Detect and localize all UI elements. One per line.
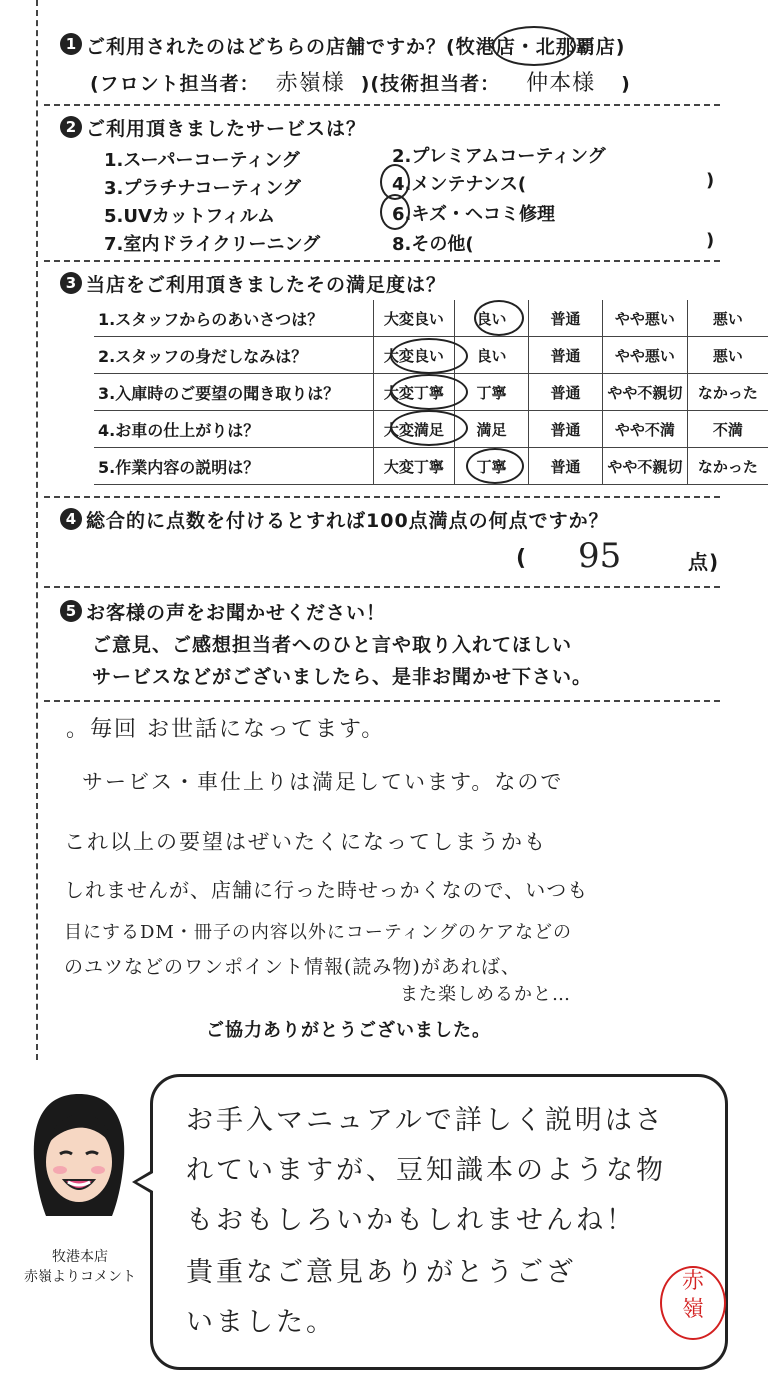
service-option-6: 6.キズ・ヘコミ修理 (392, 204, 556, 225)
section-divider (44, 104, 720, 106)
option-cell: 普通 (528, 337, 602, 374)
section-divider (44, 260, 720, 262)
row-label: 5.作業内容の説明は？ (94, 448, 373, 485)
service-option-4: 4.メンテナンス( (392, 174, 527, 195)
tech-staff-name: 仲本様 (526, 71, 596, 96)
option-cell: 悪い (687, 300, 768, 337)
speech-bubble-tail-fill (137, 1173, 153, 1191)
question-5-title: お客様の声をお聞かせください！ (86, 602, 387, 624)
question-4-text: 総合的に点数を付けるとすれば100点満点の何点ですか？ (86, 510, 609, 532)
question-3-text: 当店をご利用頂きましたその満足度は？ (86, 274, 447, 296)
option-cell: 良い (454, 337, 528, 374)
reply-line-1: お手入マニュアルで詳しく説明はさ (186, 1105, 665, 1136)
option-cell: 普通 (528, 411, 602, 448)
section-divider (44, 700, 720, 702)
option-cell: やや不親切 (603, 448, 688, 485)
service-option-8-close: ) (706, 230, 715, 251)
comment-line-4: しれませんが、店舗に行った時せっかくなので、いつも (64, 878, 589, 902)
staff-avatar (24, 1088, 134, 1228)
question-5-line-2: ご意見、ご感想担当者へのひと言や取り入れてほしい (92, 634, 573, 656)
tech-staff-label: )(技術担当者： (360, 73, 501, 95)
staff-names-line (90, 66, 631, 97)
reply-line-5: いました。 (186, 1307, 336, 1338)
question-2-text: ご利用頂きましたサービスは？ (86, 118, 367, 140)
store-option-kitanaha: 北那覇店 (535, 36, 616, 58)
reply-line-2: れていますが、豆知識本のような物 (186, 1155, 666, 1186)
comment-line-6: のユツなどのワンポイント情報(読み物)があれば、 (64, 956, 521, 978)
comment-line-1: 。毎回 お世話になってます。 (66, 717, 386, 742)
selected-service-6-circle (380, 194, 410, 230)
option-cell: 大変良い (373, 337, 454, 374)
thanks-text: ご協力ありがとうございました。 (206, 1020, 491, 1041)
row-label: 4.お車の仕上がりは？ (94, 411, 373, 448)
option-cell: 大変丁寧 (373, 374, 454, 411)
question-1-number: 1 (60, 33, 82, 55)
option-cell: 大変満足 (373, 411, 454, 448)
option-cell: 普通 (528, 448, 602, 485)
option-cell: やや不親切 (603, 374, 688, 411)
option-cell: 丁寧 (454, 448, 528, 485)
row-label: 2.スタッフの身だしなみは？ (94, 337, 373, 374)
option-cell: なかった (687, 374, 768, 411)
service-option-3: 3.プラチナコーティング (104, 178, 301, 199)
option-cell: やや悪い (603, 300, 688, 337)
reply-line-3: もおもしろいかもしれませんね！ (186, 1205, 636, 1236)
option-cell: 悪い (687, 337, 768, 374)
score-open-paren: ( (516, 546, 528, 571)
table-row (94, 448, 768, 485)
section-divider (44, 496, 720, 498)
option-cell: 良い (454, 300, 528, 337)
row-label: 3.入庫時のご要望の聞き取りは？ (94, 374, 373, 411)
question-1-label: ご利用されたのはどちらの店舗ですか？( (86, 36, 456, 58)
option-cell: 普通 (528, 300, 602, 337)
service-option-4-close: ) (706, 170, 715, 191)
store-separator: ・ (515, 36, 536, 58)
comment-line-7: また楽しめるかと… (400, 984, 571, 1005)
service-option-2: 2.プレミアムコーティング (392, 146, 606, 167)
table-row (94, 300, 768, 337)
option-cell: 普通 (528, 374, 602, 411)
option-cell: 大変良い (373, 300, 454, 337)
selected-appearance-circle (390, 338, 468, 374)
tech-staff-close: ) (621, 73, 631, 95)
question-5-line-3: サービスなどがございましたら、是非お聞かせ下さい。 (92, 666, 593, 688)
selected-explanation-circle (466, 448, 524, 484)
comment-line-3: これ以上の要望はぜいたくになってしまうかも (64, 830, 547, 854)
question-4-number: 4 (60, 508, 82, 530)
option-cell: なかった (687, 448, 768, 485)
name-seal-stamp: 赤 嶺 (660, 1266, 726, 1340)
service-option-8: 8.その他( (392, 234, 474, 255)
reply-line-4: 貴重なご意見ありがとうござ (186, 1257, 576, 1288)
question-3-number: 3 (60, 272, 82, 294)
service-option-5: 5.UVカットフィルム (104, 206, 276, 227)
score-unit: 点) (688, 550, 720, 574)
service-option-7: 7.室内ドライクリーニング (104, 234, 321, 255)
option-cell: 不満 (687, 411, 768, 448)
option-cell: 満足 (454, 411, 528, 448)
store-option-makiminato: 牧港店 (455, 36, 516, 58)
comment-line-5: 目にするDM・冊子の内容以外にコーティングのケアなどの (64, 922, 573, 943)
comment-line-2: サービス・車仕上りは満足しています。なので (82, 770, 564, 794)
selected-greeting-circle (474, 300, 524, 336)
option-cell: 大変丁寧 (373, 448, 454, 485)
question-5-number: 5 (60, 600, 82, 622)
selected-finish-circle (390, 410, 468, 446)
option-cell: やや不満 (603, 411, 688, 448)
question-2-number: 2 (60, 116, 82, 138)
option-cell: やや悪い (603, 337, 688, 374)
row-label: 1.スタッフからのあいさつは？ (94, 300, 373, 337)
staff-caption-comment: 赤嶺よりコメント (24, 1269, 136, 1285)
front-staff-name: 赤嶺様 (275, 71, 345, 96)
service-option-1: 1.スーパーコーティング (104, 150, 300, 171)
score-value: 95 (578, 536, 622, 576)
front-staff-label: (フロント担当者： (90, 73, 260, 95)
selected-hearing-circle (390, 374, 468, 410)
margin-dashed-line (36, 0, 38, 1060)
question-1-close: ) (615, 36, 626, 58)
staff-caption-store: 牧港本店 (52, 1249, 108, 1265)
selected-store-circle (492, 26, 576, 66)
option-cell: 丁寧 (454, 374, 528, 411)
section-divider (44, 586, 720, 588)
